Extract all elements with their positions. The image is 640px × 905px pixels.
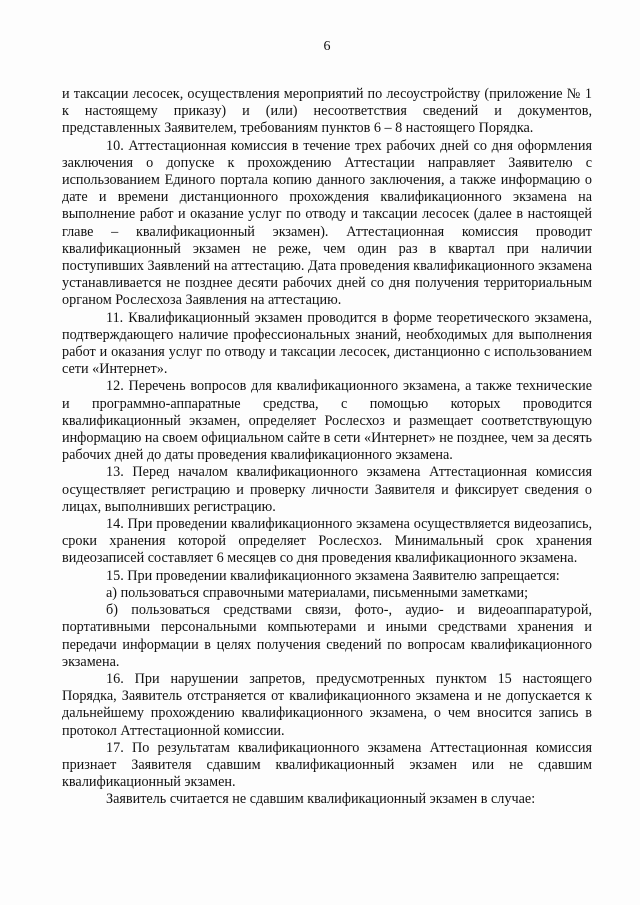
paragraph-continuation: и таксации лесосек, осуществления мероприятий по лесоустройству (приложение № 1 к настоящему приказу) и (или) несоответствия сведений и документов, представленных Заявителем, требованиям пунктов 6 – 8 настоящего Порядка. [62, 86, 592, 137]
paragraph-13: 13. Перед началом квалификационного экзамена Аттестационная комиссия осуществляет регистрацию и проверку личности Заявителя и фиксирует сведения о лицах, выполнивших регистрацию. [62, 464, 592, 515]
paragraph-15: 15. При проведении квалификационного экзамена Заявителю запрещается: [106, 567, 560, 584]
paragraph-14: 14. При проведении квалификационного экзамена осуществляется видеозапись, сроки хранения которой определяет Рослесхоз. Минимальный срок хранения видеозаписей составляет 6 месяцев со дня проведения квалификационного экзамена. [62, 516, 592, 567]
paragraph-17-continuation: Заявитель считается не сдавшим квалификационный экзамен в случае: [106, 791, 536, 808]
document-body [62, 86, 592, 809]
paragraph-16: 16. При нарушении запретов, предусмотренных пунктом 15 настоящего Порядка, Заявитель отстраняется от квалификационного экзамена и не допускается к дальнейшему прохождению квалификационного экзамена, о чем вносится запись в протокол Аттестационной комиссии. [62, 670, 592, 739]
paragraph-15-a: а) пользоваться справочными материалами, письменными заметками; [106, 584, 529, 601]
paragraph-17: 17. По результатам квалификационного экзамена Аттестационная комиссия признает Заявителя сдавшим квалификационный экзамен или не сдавшим квалификационный экзамен. [62, 739, 592, 791]
paragraph-11: 11. Квалификационный экзамен проводится в форме теоретического экзамена, подтверждающего наличие профессиональных знаний, необходимых для выполнения работ и оказания услуг по отводу и таксации лесосек, дистанционно с использованием сети «Интернет». [62, 309, 592, 378]
paragraph-12: 12. Перечень вопросов для квалификационного экзамена, а также технические и программно-аппаратные средства, с помощью которых проводится квалификационный экзамен, определяет Рослесхоз и размещает соответствующую информацию на своем официальном сайте в сети «Интернет» не позднее, чем за десять рабочих дней до даты проведения квалификационного экзамена. [62, 378, 593, 464]
paragraph-10: 10. Аттестационная комиссия в течение трех рабочих дней со дня оформления заключения о допуске к прохождению Аттестации направляет Заявителю с использованием Единого портала копию данного заключения, а также информацию о дате и времени дистанционного прохождения квалификационного экзамена на выполнение работ и оказание услуг по отводу и таксации лесосек (далее в настоящей главе – квалификационный экзамен). Аттестационная комиссия проводит квалификационный экзамен не реже, чем один раз в квартал при наличии поступивших Заявлений на аттестацию. Дата проведения квалификационного экзамена устанавливается не позднее десяти рабочих дней со дня получения территориальным органом Рослесхоза Заявления на аттестацию. [62, 137, 592, 309]
paragraph-15-b: б) пользоваться средствами связи, фото-, аудио- и видеоаппаратурой, портативными персональными компьютерами и иными средствами хранения и передачи информации в целях получения сведений по вопросам квалификационного экзамена. [62, 602, 592, 670]
page-number: 6 [323, 39, 331, 54]
